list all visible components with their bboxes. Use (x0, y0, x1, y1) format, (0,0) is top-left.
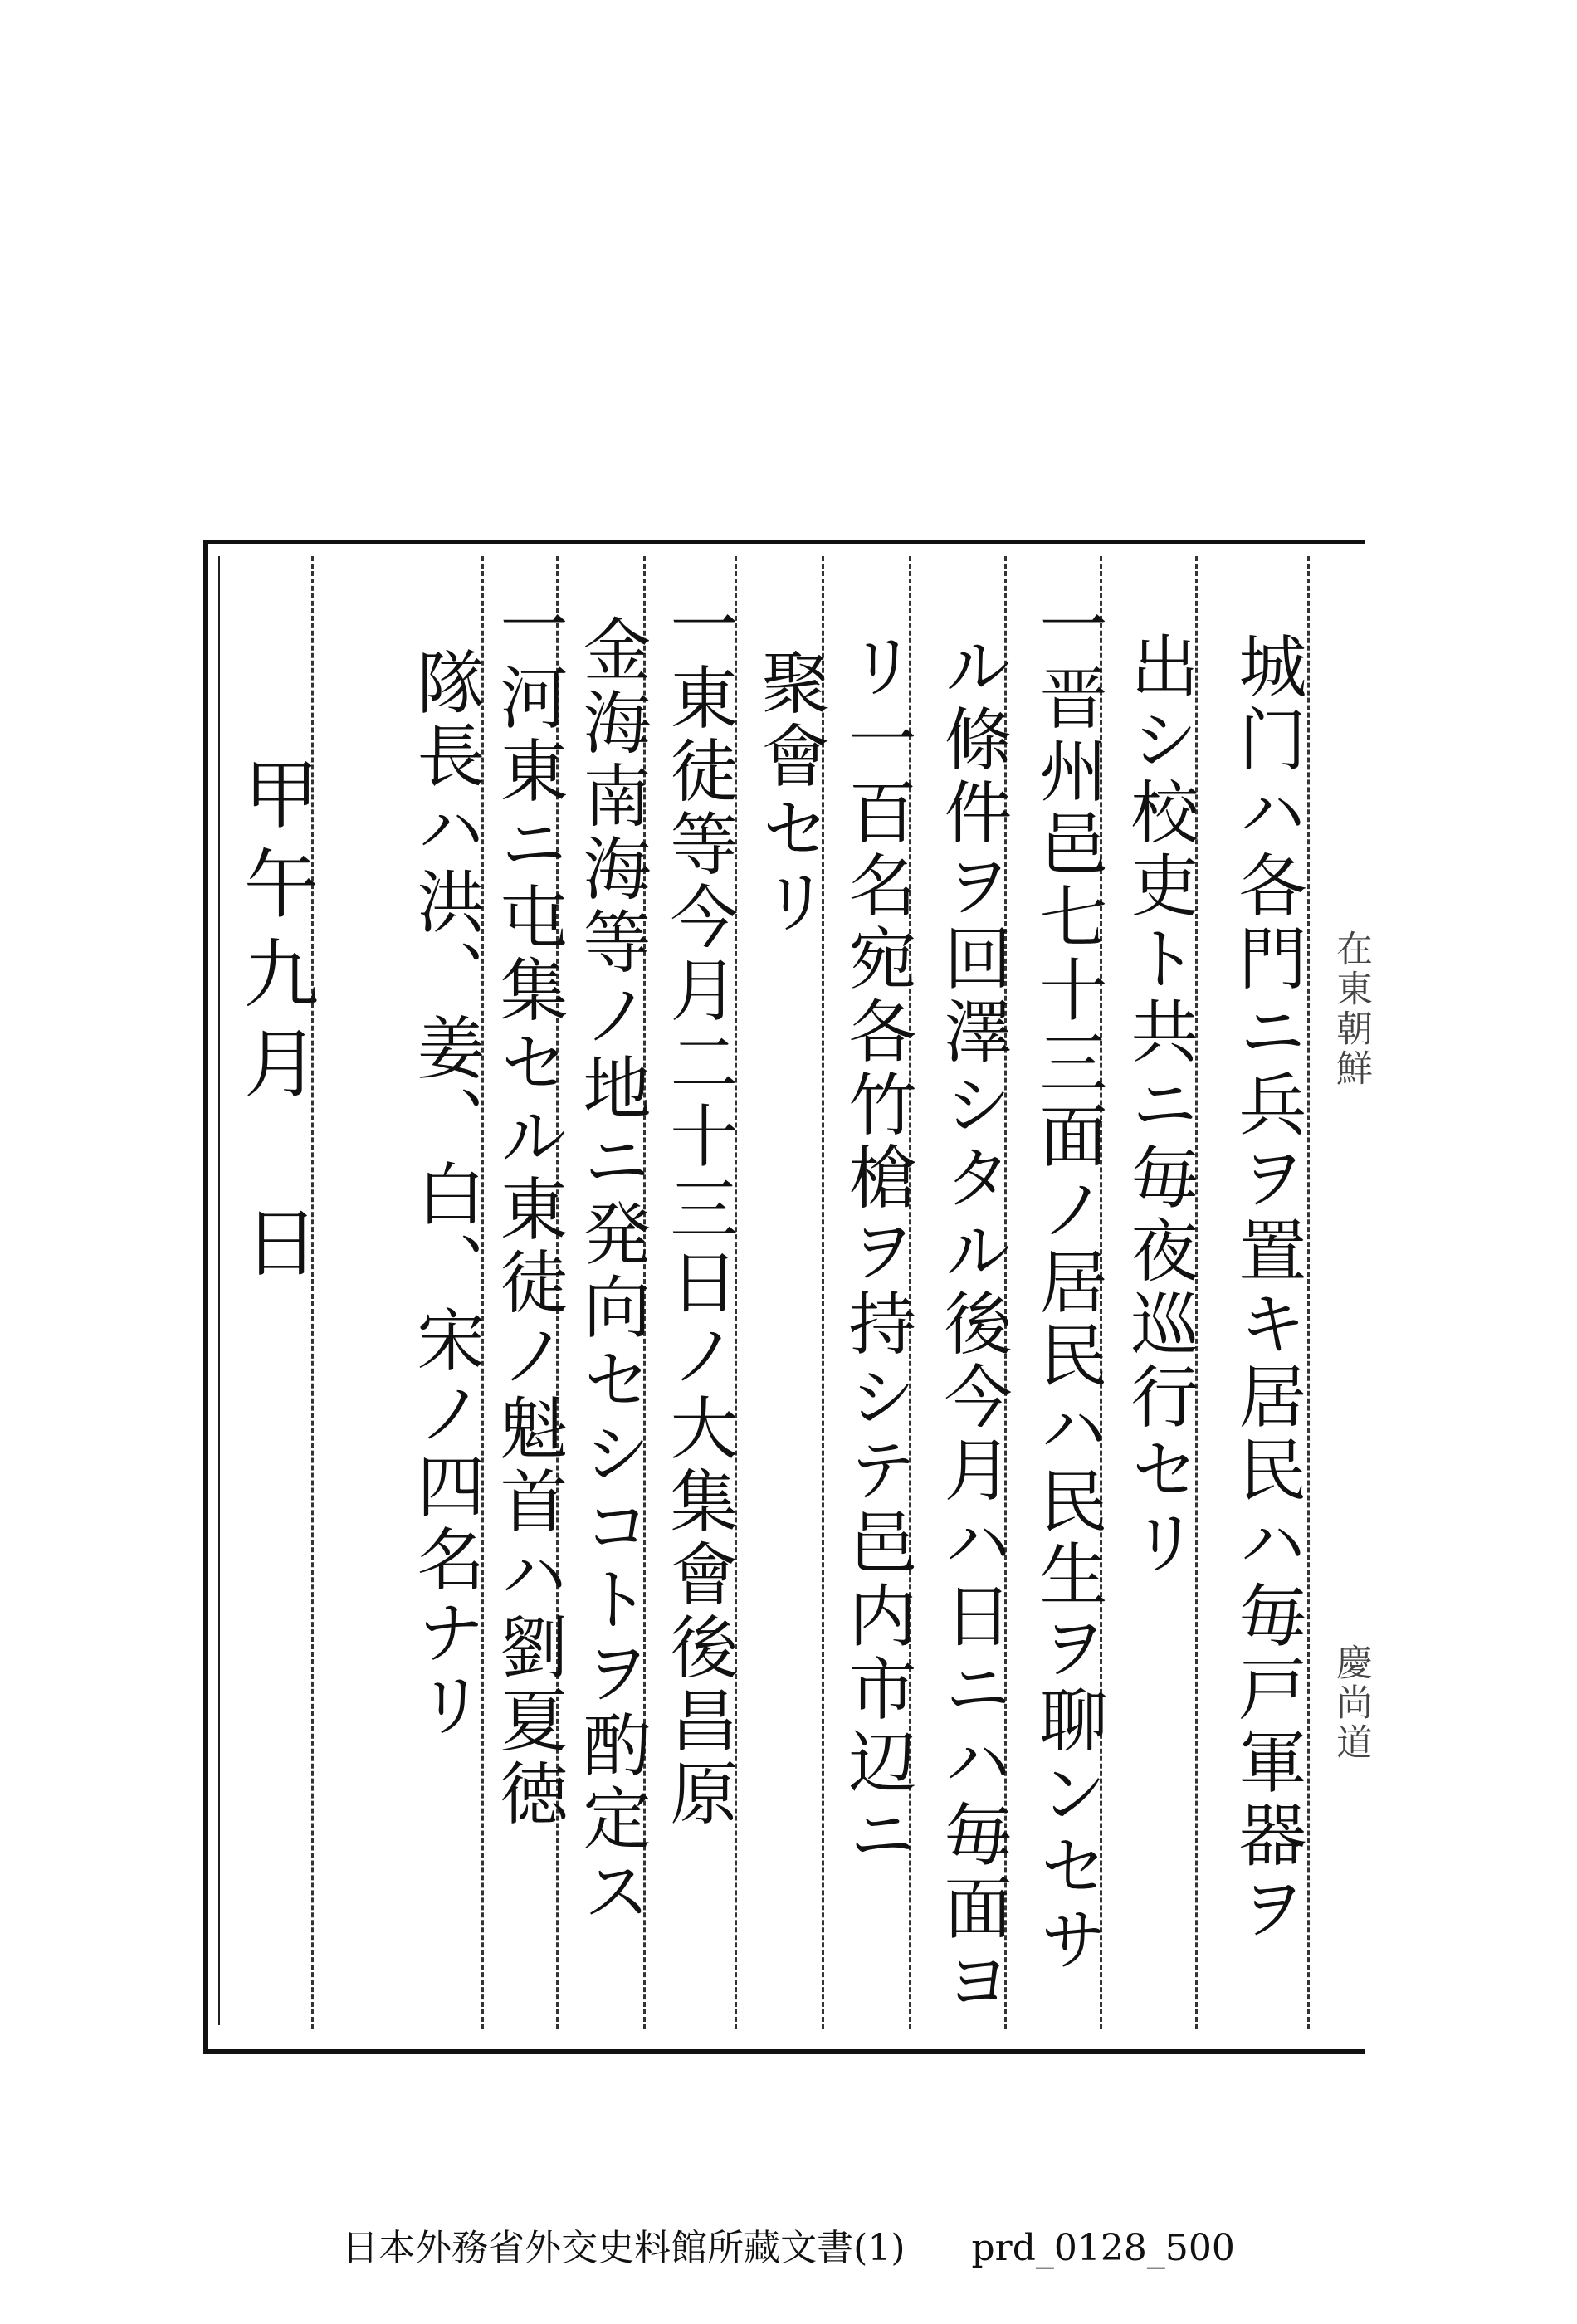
caption-id: prd_0128_500 (971, 2227, 1235, 2269)
text-column-4: ル條件ヲ回澤シタル後今月ハ日ニハ毎面ヨ (933, 631, 1012, 2019)
margin-note-upper: 在東朝鮮 (1330, 930, 1372, 1089)
frame-left-border (203, 540, 208, 2054)
text-column-10: 隊長ハ洪、姜、白、宋ノ四名ナリ (406, 647, 485, 1743)
frame-bottom-border (203, 2049, 1365, 2054)
text-column-7: 一東徒等今月二十三日ノ大集會後昌原 (659, 589, 738, 1831)
text-column-1: 城门ハ各門ニ兵ヲ置キ居民ハ毎戸軍器ヲ (1228, 631, 1306, 1946)
date-column: 甲午九月 日 (231, 755, 318, 1293)
text-column-2: 出シ校吏ト共ニ毎夜巡行セリ (1120, 631, 1199, 1580)
text-column-8: 金海南海等ノ地ニ発向セシコトヲ酌定ス (572, 614, 651, 1929)
text-column-5: リ一百名宛各竹槍ヲ持シテ邑内市辺ニ (837, 631, 916, 1872)
archive-caption (0, 2218, 1577, 2271)
caption-source: 日本外務省外交史料館所藏文書(1) (342, 2227, 906, 2269)
column-rule (1307, 556, 1310, 2029)
text-column-9: 一河東ニ屯集セル東徒ノ魁首ハ劉夏徳 (489, 589, 568, 1831)
text-column-6: 聚會セリ (750, 647, 829, 940)
manuscript-frame (203, 540, 1372, 2054)
text-column-3: 一晋州邑七十三面ノ居民ハ民生ヲ聊ンセサ (1028, 589, 1107, 1977)
frame-left-inner-line (218, 556, 220, 2025)
frame-top-border (203, 540, 1365, 544)
margin-note-lower: 慶尚道 (1330, 1643, 1372, 1763)
